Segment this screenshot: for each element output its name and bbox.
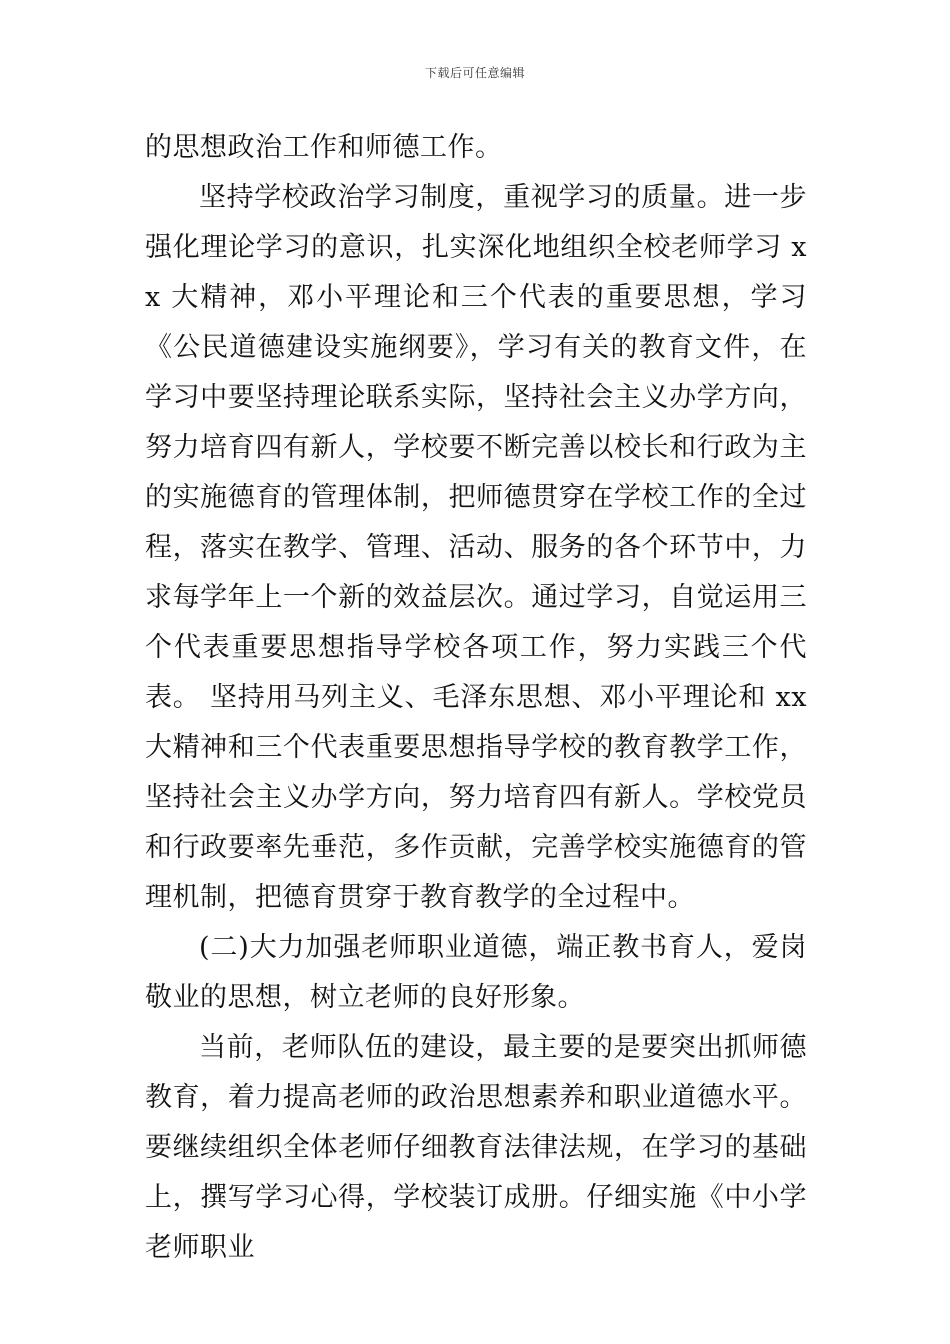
page-header: 下载后可任意编辑 [424, 66, 525, 80]
paragraph-section-heading-2: (二)大力加强老师职业道德，端正教书育人，爱岗敬业的思想，树立老师的良好形象。 [145, 932, 807, 1013]
paragraph-political-study: 坚持学校政治学习制度，重视学习的质量。进一步强化理论学习的意识，扎实深化地组织全校老师学习 xx 大精神，邓小平理论和三个代表的重要思想，学习《公民道德建设实施纲要》，学习有关的教育文件，在学习中要坚持理论联系实际，坚持社会主义办学方向，努力培育四有新人，学校要不断完善以校长和行政为主的实施德育的管理体制，把师德贯穿在学校工作的全过程，落实在教学、管理、活动、服务的各个环节中，力求每学年上一个新的效益层次。通过学习，自觉运用三个代表重要思想指导学校各项工作，努力实践三个代表。 坚持用马列主义、毛泽东思想、邓小平理论和 xx 大精神和三个代表重要思想指导学校的教育教学工作，坚持社会主义办学方向，努力培育四有新人。学校党员和行政要率先垂范，多作贡献，完善学校实施德育的管理机制，把德育贯穿于教育教学的全过程中。 [145, 182, 807, 913]
paragraph-teacher-ethics: 当前，老师队伍的建设，最主要的是要突出抓师德教育，着力提高老师的政治思想素养和职业道德水平。要继续组织全体老师仔细教育法律法规，在学习的基础上，撰写学习心得，学校装订成册。仔细实施《中小学老师职业 [145, 1032, 807, 1263]
document-body [145, 123, 807, 1273]
paragraph-continuation: 的思想政治工作和师德工作。 [145, 132, 503, 163]
